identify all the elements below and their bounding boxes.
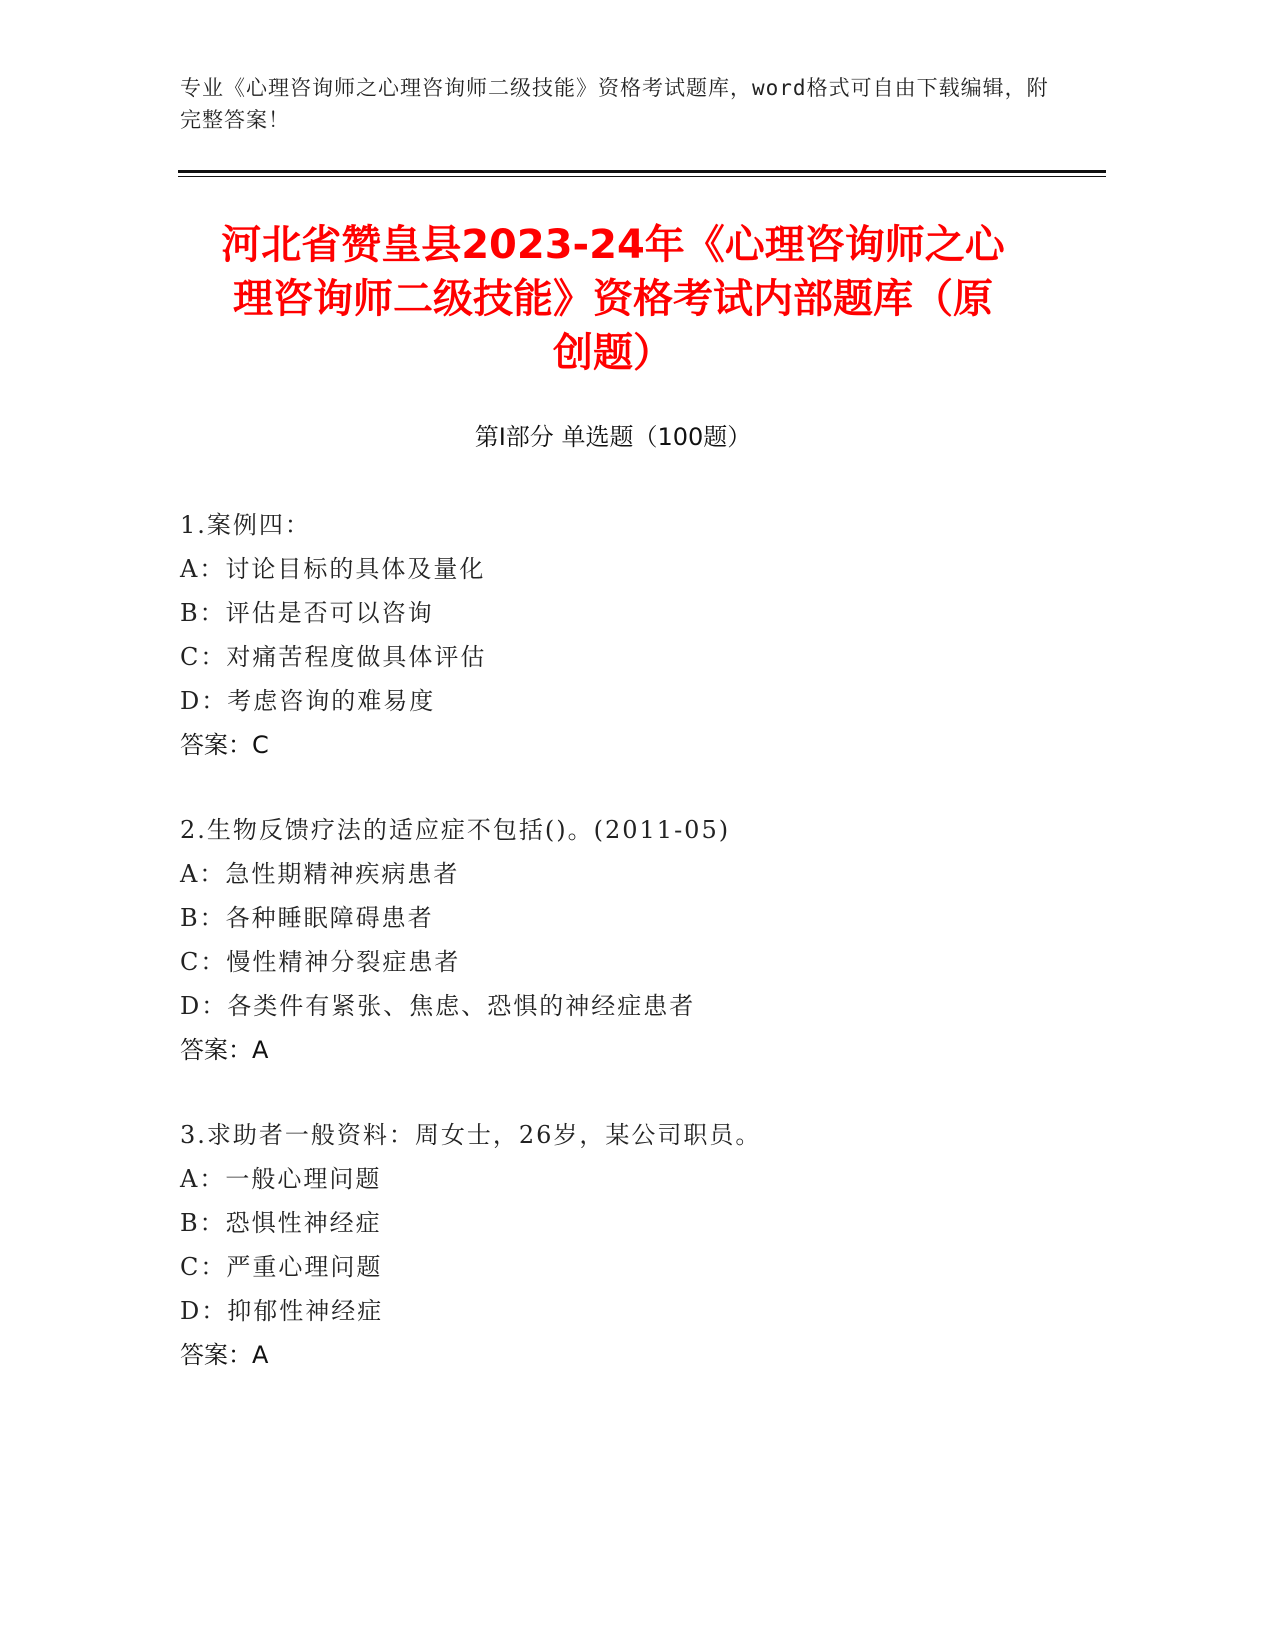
option-c: C：慢性精神分裂症患者 xyxy=(180,948,461,976)
option-a: A：一般心理问题 xyxy=(180,1165,382,1193)
answer-line: 答案：A xyxy=(180,1036,269,1064)
header-divider-thin xyxy=(178,176,1106,177)
title-line-2: 理咨询师二级技能》资格考试内部题库（原 xyxy=(233,276,993,322)
question-stem: 1.案例四： xyxy=(180,511,311,539)
question-block xyxy=(180,503,1080,767)
section-title: 第Ⅰ部分 单选题（100题） xyxy=(474,423,752,451)
option-a: A：急性期精神疾病患者 xyxy=(180,860,460,888)
option-c: C：严重心理问题 xyxy=(180,1253,383,1281)
option-d: D：各类件有紧张、焦虑、恐惧的神经症患者 xyxy=(180,992,696,1020)
option-b: B：评估是否可以咨询 xyxy=(180,599,434,627)
option-b: B：各种睡眠障碍患者 xyxy=(180,904,434,932)
question-block xyxy=(180,808,1080,1072)
option-c: C：对痛苦程度做具体评估 xyxy=(180,643,487,671)
question-block xyxy=(180,1113,1080,1377)
header-note: 专业《心理咨询师之心理咨询师二级技能》资格考试题库，word格式可自由下载编辑，附完整答案！ xyxy=(180,76,1049,132)
option-d: D：抑郁性神经症 xyxy=(180,1297,384,1325)
header-divider-thick xyxy=(178,170,1106,173)
title-line-3: 创题） xyxy=(553,330,673,376)
answer-line: 答案：C xyxy=(180,731,269,759)
document-title xyxy=(178,218,1048,380)
title-line-1: 河北省赞皇县2023-24年《心理咨询师之心 xyxy=(221,222,1005,268)
question-stem: 2.生物反馈疗法的适应症不包括()。(2011-05) xyxy=(180,816,731,844)
option-d: D：考虑咨询的难易度 xyxy=(180,687,436,715)
option-b: B：恐惧性神经症 xyxy=(180,1209,382,1237)
answer-line: 答案：A xyxy=(180,1341,269,1369)
option-a: A：讨论目标的具体及量化 xyxy=(180,555,486,583)
question-stem: 3.求助者一般资料：周女士，26岁，某公司职员。 xyxy=(180,1121,762,1149)
